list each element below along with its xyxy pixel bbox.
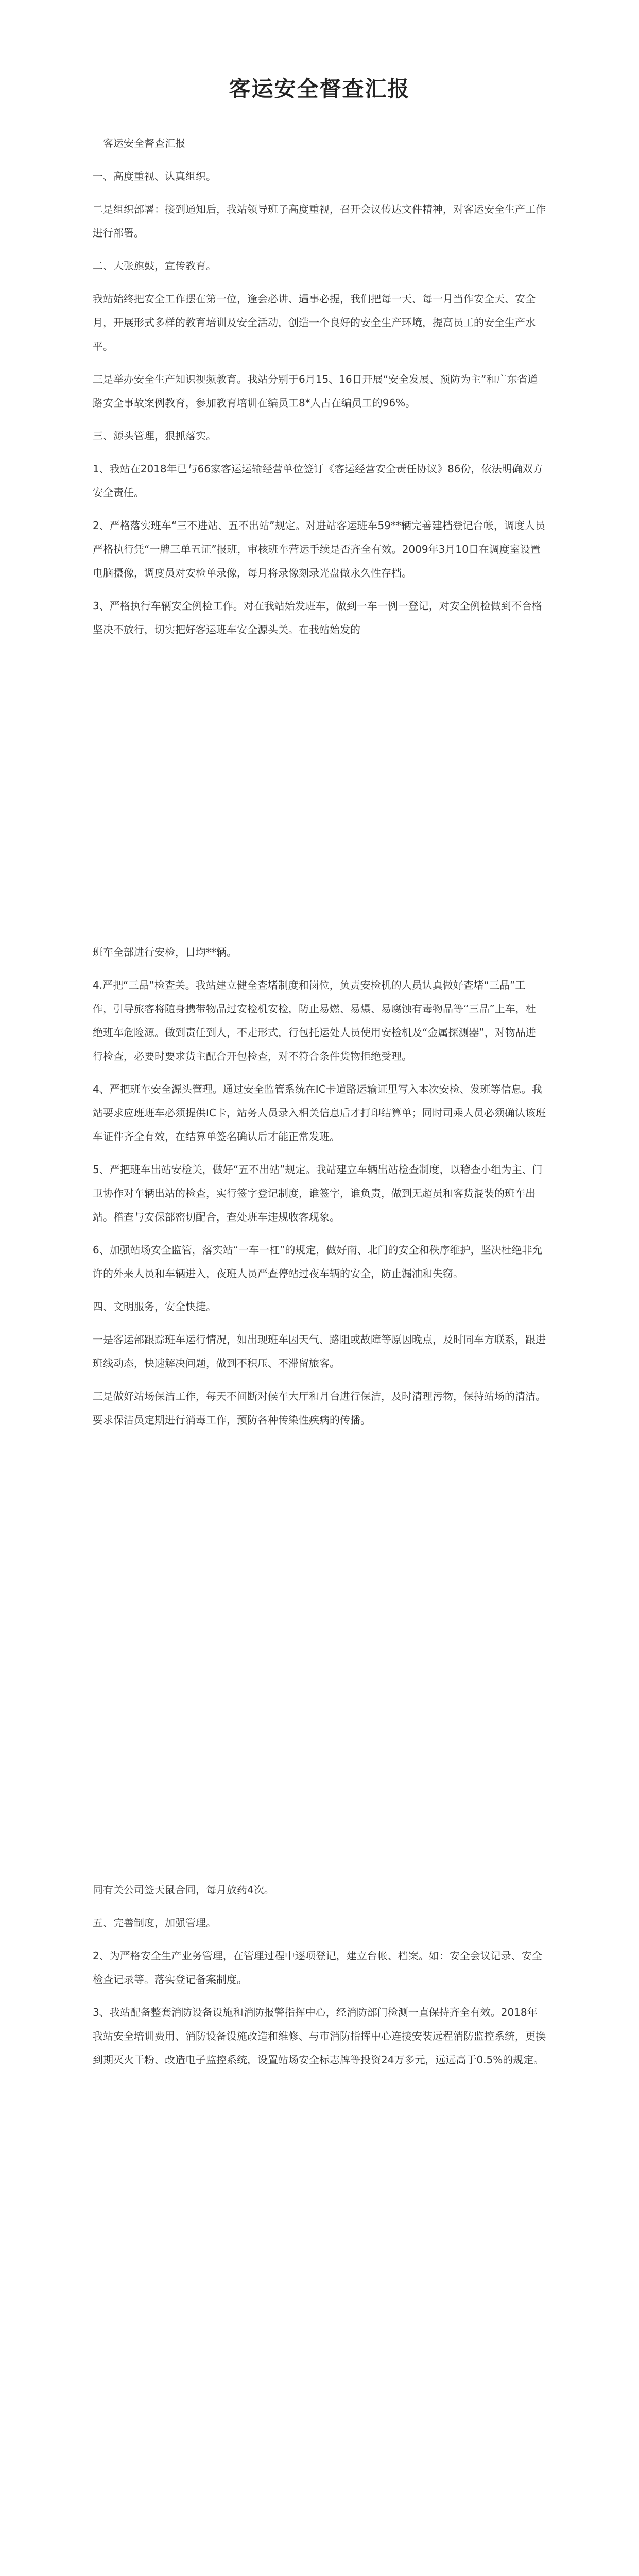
document-title: 客运安全督查汇报 <box>229 76 410 101</box>
paragraph: 三、源头管理，狠抓落实。 <box>93 430 216 442</box>
section-3 <box>93 1878 546 2081</box>
paragraph: 一是客运部跟踪班车运行情况，如出现班车因天气、路阻或故障等原因晚点，及时同车方联系，跟进班线动态，快速解决问题，做到不积压、不滞留旅客。 <box>93 1333 546 1369</box>
paragraph: 3、我站配备整套消防设备设施和消防报警指挥中心，经消防部门检测一直保持齐全有效。2018年我站安全培训费用、消防设备设施改造和维修、与市消防指挥中心连接安装远程消防监控系统，更换到期灭火干粉、改造电子监控系统，设置站场安全标志牌等投资24万多元，远远高于0.5%的规定。 <box>93 2006 546 2066</box>
document-subtitle: 客运安全督查汇报 <box>103 137 185 149</box>
paragraph: 五、完善制度，加强管理。 <box>93 1917 216 1929</box>
paragraph: 1、我站在2018年已与66家客运运输经营单位签订《客运经营安全责任协议》86份，依法明确双方安全责任。 <box>93 463 543 499</box>
paragraph: 5、严把班车出站安检关，做好“五不出站”规定。我站建立车辆出站检查制度，以稽查小组为主、门卫协作对车辆出站的检查，实行签字登记制度，谁签字，谁负责，做到无超员和客货混装的班车出站。稽查与安保部密切配合，查处班车违规收客现象。 <box>93 1163 543 1223</box>
paragraph: 班车全部进行安检，日均**辆。 <box>93 946 237 958</box>
paragraph: 一、高度重视、认真组织。 <box>93 170 216 182</box>
paragraph: 同有关公司签天鼠合同，每月放药4次。 <box>93 1884 274 1896</box>
paragraph: 二是组织部署：接到通知后，我站领导班子高度重视，召开会议传达文件精神，对客运安全生产工作进行部署。 <box>93 203 546 239</box>
paragraph: 2、为严格安全生产业务管理，在管理过程中逐项登记，建立台帐、档案。如：安全会议记录、安全检查记录等。落实登记备案制度。 <box>93 1950 542 1986</box>
paragraph: 4、严把班车安全源头管理。通过安全监管系统在IC卡道路运输证里写入本次安检、发班等信息。我站要求应班班车必须提供IC卡，站务人员录入相关信息后才打印结算单；同时司乘人员必须确认该班车证件齐全有效，在结算单签名确认后才能正常发班。 <box>93 1083 546 1143</box>
paragraph: 2、严格落实班车“三不进站、五不出站”规定。对进站客运班车59**辆完善建档登记台帐，调度人员严格执行凭“一牌三单五证”报班，审核班车营运手续是否齐全有效。2009年3月10日在调度室设置电脑摄像，调度员对安检单录像，每月将录像刻录光盘做永久性存档。 <box>93 519 545 579</box>
paragraph: 二、大张旗鼓，宣传教育。 <box>93 260 216 272</box>
section-2 <box>93 940 546 1441</box>
paragraph: 三是举办安全生产知识视频教育。我站分别于6月15、16日开展“安全发展、预防为主”和广东省道路安全事故案例教育，参加教育培训在编员工8*人占在编员工的96%。 <box>93 373 538 409</box>
paragraph: 三是做好站场保洁工作，每天不间断对候车大厅和月台进行保洁，及时清理污物，保持站场的清洁。要求保洁员定期进行消毒工作，预防各种传染性疾病的传播。 <box>93 1390 546 1426</box>
section-1 <box>93 131 546 651</box>
paragraph: 我站始终把安全工作摆在第一位，逢会必讲、遇事必提，我们把每一天、每一月当作安全天、安全月，开展形式多样的教育培训及安全活动，创造一个良好的安全生产环境，提高员工的安全生产水平。 <box>93 293 536 352</box>
paragraph: 6、加强站场安全监管，落实站“一车一杠”的规定，做好南、北门的安全和秩序维护，坚决杜绝非允许的外来人员和车辆进入，夜班人员严查停站过夜车辆的安全，防止漏油和失窃。 <box>93 1244 543 1280</box>
paragraph: 4.严把“三品”检查关。我站建立健全查堵制度和岗位，负责安检机的人员认真做好查堵“三品”工作，引导旅客将随身携带物品过安检机安检，防止易燃、易爆、易腐蚀有毒物品等“三品”上车，杜绝班车危险源。做到责任到人，不走形式，行包托运处人员使用安检机及“金属探测器”，对物品进行检查，必要时要求货主配合开包检查，对不符合条件货物拒绝受理。 <box>93 979 536 1062</box>
paragraph: 四、文明服务，安全快捷。 <box>93 1300 216 1313</box>
paragraph: 3、严格执行车辆安全例检工作。对在我站始发班车，做到一车一例一登记，对安全例检做到不合格坚决不放行，切实把好客运班车安全源头关。在我站始发的 <box>93 600 542 636</box>
